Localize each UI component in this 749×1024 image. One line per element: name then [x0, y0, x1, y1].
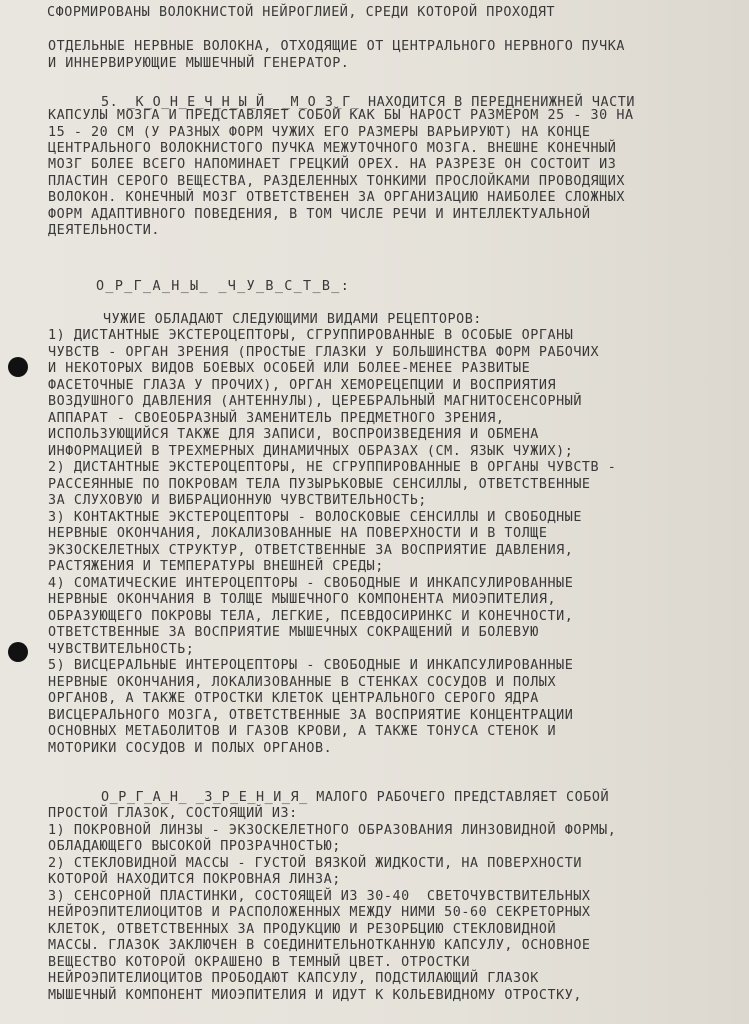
text-line: И НЕКОТОРЫХ ВИДОВ БОЕВЫХ ОСОБЕЙ ИЛИ БОЛЕЕ-МЕНЕЕ РАЗВИТЫЕ — [48, 361, 531, 376]
text-line: НЕРВНЫЕ ОКОНЧАНИЯ, ЛОКАЛИЗОВАННЫЕ НА ПОВЕРХНОСТИ И В ТОЛЩЕ — [48, 526, 548, 541]
text-line: НЕЙРОЭПИТЕЛИОЦИТОВ ПРОБОДАЮТ КАПСУЛУ, ПОДСТИЛАЮЩИЙ ГЛАЗОК — [48, 971, 539, 986]
text-line: И ИННЕРВИРУЮЩИЕ МЫШЕЧНЫЙ ГЕНЕРАТОР. — [48, 56, 350, 71]
punch-hole — [8, 642, 28, 662]
text-line: ВОЛОКОН. КОНЕЧНЫЙ МОЗГ ОТВЕТСТВЕНЕН ЗА ОРГАНИЗАЦИЮ НАИБОЛЕЕ СЛОЖНЫХ — [48, 190, 625, 205]
text-line: ОСНОВНЫХ МЕТАБОЛИТОВ И ГАЗОВ КРОВИ, А ТАКЖЕ ТОНУСА СТЕНОК И — [48, 724, 557, 739]
text-line: РАССЕЯННЫЕ ПО ПОКРОВАМ ТЕЛА ПУЗЫРЬКОВЫЕ СЕНСИЛЛЫ, ОТВЕТСТВЕННЫЕ — [48, 477, 591, 492]
text-line: СФОРМИРОВАНЫ ВОЛОКНИСТОЙ НЕЙРОГЛИЕЙ, СРЕДИ КОТОРОЙ ПРОХОДЯТ — [47, 5, 556, 20]
text-line: РАСТЯЖЕНИЯ И ТЕМПЕРАТУРЫ ВНЕШНЕЙ СРЕДЫ; — [48, 559, 384, 574]
text-line: ЦЕНТРАЛЬНОГО ВОЛОКНИСТОГО ПУЧКА МЕЖУТОЧНОГО МОЗГА. ВНЕШНЕ КОНЕЧНЫЙ — [48, 141, 617, 156]
text-line: 2) ДИСТАНТНЫЕ ЭКСТЕРОЦЕПТОРЫ, НЕ СГРУППИРОВАННЫЕ В ОРГАНЫ ЧУВСТВ - — [48, 460, 617, 475]
text-line: ЧУЖИЕ ОБЛАДАЮТ СЛЕДУЮЩИМИ ВИДАМИ РЕЦЕПТОРОВ: — [103, 312, 482, 327]
punch-hole — [8, 357, 28, 377]
text-line: МАССЫ. ГЛАЗОК ЗАКЛЮЧЕН В СОЕДИНИТЕЛЬНОТКАННУЮ КАПСУЛУ, ОСНОВНОЕ — [48, 938, 591, 953]
text-line: ПРОСТОЙ ГЛАЗОК, СОСТОЯЩИЙ ИЗ: — [48, 806, 298, 821]
text-line: МОЗГ БОЛЕЕ ВСЕГО НАПОМИНАЕТ ГРЕЦКИЙ ОРЕХ. НА РАЗРЕЗЕ ОН СОСТОИТ ИЗ — [48, 157, 617, 172]
text-line: 1) ПОКРОВНОЙ ЛИНЗЫ - ЭКЗОСКЕЛЕТНОГО ОБРАЗОВАНИЯ ЛИНЗОВИДНОЙ ФОРМЫ, — [48, 823, 617, 838]
text-line: 5) ВИСЦЕРАЛЬНЫЕ ИНТЕРОЦЕПТОРЫ - СВОБОДНЫЕ И ИНКАПСУЛИРОВАННЫЕ — [48, 658, 574, 673]
text-line: ФАСЕТОЧНЫЕ ГЛАЗА У ПРОЧИХ), ОРГАН ХЕМОРЕЦЕПЦИИ И ВОСПРИЯТИЯ — [48, 378, 557, 393]
text-line: 5. _К_О_Н_Е_Ч_Н_Ы_Й_ _М_О_З_Г_ НАХОДИТСЯ В ПЕРЕДНЕНИЖНЕЙ ЧАСТИ — [101, 95, 635, 110]
text-line: 3) СЕНСОРНОЙ ПЛАСТИНКИ, СОСТОЯЩЕЙ ИЗ 30-40 СВЕТОЧУВСТВИТЕЛЬНЫХ — [48, 889, 591, 904]
text-line: 2) СТЕКЛОВИДНОЙ МАССЫ - ГУСТОЙ ВЯЗКОЙ ЖИДКОСТИ, НА ПОВЕРХНОСТИ — [48, 856, 582, 871]
text-line: 3) КОНТАКТНЫЕ ЭКСТЕРОЦЕПТОРЫ - ВОЛОСКОВЫЕ СЕНСИЛЛЫ И СВОБОДНЫЕ — [48, 510, 582, 525]
text-line: ПЛАСТИН СЕРОГО ВЕЩЕСТВА, РАЗДЕЛЕННЫХ ТОНКИМИ ПРОСЛОЙКАМИ ПРОВОДЯЩИХ — [48, 174, 625, 189]
text-line: ИСПОЛЬЗУЮЩИЙСЯ ТАКЖЕ ДЛЯ ЗАПИСИ, ВОСПРОИЗВЕДЕНИЯ И ОБМЕНА — [48, 427, 539, 442]
text-line: КОТОРОЙ НАХОДИТСЯ ПОКРОВНАЯ ЛИНЗА; — [48, 872, 341, 887]
text-line: НЕЙРОЭПИТЕЛИОЦИТОВ И РАСПОЛОЖЕННЫХ МЕЖДУ НИМИ 50-60 СЕКРЕТОРНЫХ — [48, 905, 591, 920]
text-line: ИНФОРМАЦИЕЙ В ТРЕХМЕРНЫХ ДИНАМИЧНЫХ ОБРАЗАХ (СМ. ЯЗЫК ЧУЖИХ); — [48, 444, 574, 459]
text-line: ВОЗДУШНОГО ДАВЛЕНИЯ (АНТЕННУЛЫ), ЦЕРЕБРАЛЬНЫЙ МАГНИТОСЕНСОРНЫЙ — [48, 394, 582, 409]
text-line: 15 - 20 СМ (У РАЗНЫХ ФОРМ ЧУЖИХ ЕГО РАЗМЕРЫ ВАРЬИРУЮТ) НА КОНЦЕ — [48, 125, 591, 140]
text-line: МОТОРИКИ СОСУДОВ И ПОЛЫХ ОРГАНОВ. — [48, 741, 333, 756]
text-line: 1) ДИСТАНТНЫЕ ЭКСТЕРОЦЕПТОРЫ, СГРУППИРОВАННЫЕ В ОСОБЫЕ ОРГАНЫ — [48, 328, 574, 343]
text-line: ОБРАЗУЮЩЕГО ПОКРОВЫ ТЕЛА, ЛЕГКИЕ, ПСЕВДОСИРИНКС И КОНЕЧНОСТИ, — [48, 609, 574, 624]
text-line: ВЕЩЕСТВО КОТОРОЙ ОКРАШЕНО В ТЕМНЫЙ ЦВЕТ. ОТРОСТКИ — [48, 955, 470, 970]
text-line: ДЕЯТЕЛЬНОСТИ. — [48, 223, 160, 238]
text-line: О_Р_Г_А_Н_ _З_Р_Е_Н_И_Я_ МАЛОГО РАБОЧЕГО ПРЕДСТАВЛЯЕТ СОБОЙ — [101, 790, 610, 805]
text-line: ВИСЦЕРАЛЬНОГО МОЗГА, ОТВЕТСТВЕННЫЕ ЗА ВОСПРИЯТИЕ КОНЦЕНТРАЦИИ — [48, 708, 574, 723]
text-line: ЗА СЛУХОВУЮ И ВИБРАЦИОННУЮ ЧУВСТВИТЕЛЬНОСТЬ; — [48, 493, 427, 508]
text-line: ОБЛАДАЮЩЕГО ВЫСОКОЙ ПРОЗРАЧНОСТЬЮ; — [48, 839, 341, 854]
text-line: ЭКЗОСКЕЛЕТНЫХ СТРУКТУР, ОТВЕТСТВЕННЫЕ ЗА ВОСПРИЯТИЕ ДАВЛЕНИЯ, — [48, 543, 574, 558]
text-line: КАПСУЛЫ МОЗГА И ПРЕДСТАВЛЯЕТ СОБОЙ КАК БЫ НАРОСТ РАЗМЕРОМ 25 - 30 НА — [48, 108, 634, 123]
text-line: ОРГАНОВ, А ТАКЖЕ ОТРОСТКИ КЛЕТОК ЦЕНТРАЛЬНОГО СЕРОГО ЯДРА — [48, 691, 539, 706]
text-line: НЕРВНЫЕ ОКОНЧАНИЯ, ЛОКАЛИЗОВАННЫЕ В СТЕНКАХ СОСУДОВ И ПОЛЫХ — [48, 675, 557, 690]
text-line: ОТДЕЛЬНЫЕ НЕРВНЫЕ ВОЛОКНА, ОТХОДЯЩИЕ ОТ ЦЕНТРАЛЬНОГО НЕРВНОГО ПУЧКА — [48, 39, 625, 54]
text-line: ФОРМ АДАПТИВНОГО ПОВЕДЕНИЯ, В ТОМ ЧИСЛЕ РЕЧИ И ИНТЕЛЛЕКТУАЛЬНОЙ — [48, 207, 591, 222]
text-line: МЫШЕЧНЫЙ КОМПОНЕНТ МИОЭПИТЕЛИЯ И ИДУТ К КОЛЬЕВИДНОМУ ОТРОСТКУ, — [48, 988, 582, 1003]
text-line: 4) СОМАТИЧЕСКИЕ ИНТЕРОЦЕПТОРЫ - СВОБОДНЫЕ И ИНКАПСУЛИРОВАННЫЕ — [48, 576, 574, 591]
section-heading: О_Р_Г_А_Н_Ы_ _Ч_У_В_С_Т_В_: — [96, 279, 351, 294]
text-line: АППАРАТ - СВОЕОБРАЗНЫЙ ЗАМЕНИТЕЛЬ ПРЕДМЕТНОГО ЗРЕНИЯ, — [48, 411, 505, 426]
text-line: ЧУВСТВИТЕЛЬНОСТЬ; — [48, 642, 195, 657]
text-line: ОТВЕТСТВЕННЫЕ ЗА ВОСПРИЯТИЕ МЫШЕЧНЫХ СОКРАЩЕНИЙ И БОЛЕВУЮ — [48, 625, 539, 640]
text-line: КЛЕТОК, ОТВЕТСТВЕННЫХ ЗА ПРОДУКЦИЮ И РЕЗОРБЦИЮ СТЕКЛОВИДНОЙ — [48, 922, 557, 937]
text-line: ЧУВСТВ - ОРГАН ЗРЕНИЯ (ПРОСТЫЕ ГЛАЗКИ У БОЛЬШИНСТВА ФОРМ РАБОЧИХ — [48, 345, 600, 360]
text-line: НЕРВНЫЕ ОКОНЧАНИЯ В ТОЛЩЕ МЫШЕЧНОГО КОМПОНЕНТА МИОЭПИТЕЛИЯ, — [48, 592, 557, 607]
